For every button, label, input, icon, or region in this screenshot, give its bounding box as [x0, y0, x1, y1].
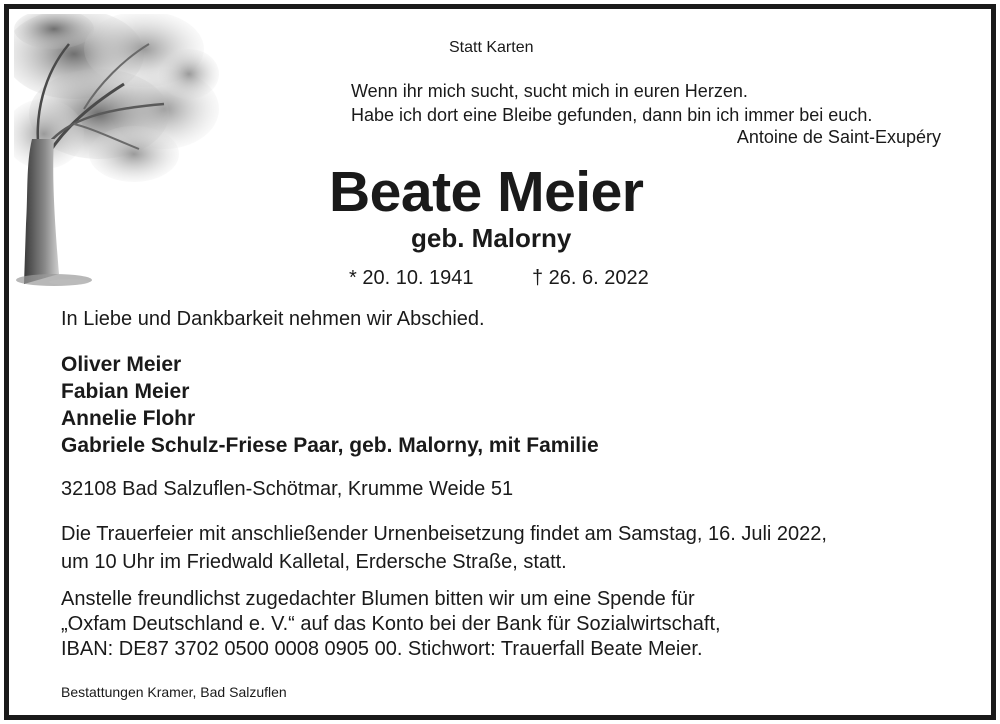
header-note: Statt Karten: [449, 39, 534, 56]
donation-line: IBAN: DE87 3702 0500 0008 0905 00. Stichwort: Trauerfall Beate Meier.: [61, 638, 703, 660]
farewell-text: In Liebe und Dankbarkeit nehmen wir Abschied.: [61, 308, 485, 330]
quote-author: Antoine de Saint-Exupéry: [736, 127, 941, 147]
mourners-list: [61, 351, 599, 459]
deceased-name: Beate Meier: [329, 160, 644, 224]
tree-illustration: [14, 14, 224, 294]
ceremony-line: um 10 Uhr im Friedwald Kalletal, Erdersche Straße, statt.: [61, 551, 567, 573]
donation-line: Anstelle freundlichst zugedachter Blumen bitten wir um eine Spende für: [61, 588, 695, 610]
ceremony-info: [61, 520, 827, 576]
donation-info: [61, 587, 721, 662]
mourner-name: Gabriele Schulz-Friese Paar, geb. Malorny, mit Familie: [61, 434, 599, 457]
mourner-name: Fabian Meier: [61, 380, 190, 403]
birth-date: * 20. 10. 1941: [349, 267, 474, 289]
donation-line: „Oxfam Deutschland e. V.“ auf das Konto bei der Bank für Sozialwirtschaft,: [61, 613, 721, 635]
address: 32108 Bad Salzuflen-Schötmar, Krumme Weide 51: [61, 478, 514, 500]
quote-line: Wenn ihr mich sucht, sucht mich in euren Herzen.: [351, 81, 748, 101]
maiden-name: geb. Malorny: [411, 223, 572, 253]
mourner-name: Oliver Meier: [61, 353, 182, 376]
quote: [351, 79, 872, 127]
death-date: † 26. 6. 2022: [532, 267, 649, 289]
obituary-frame: [4, 4, 996, 720]
mourner-name: Annelie Flohr: [61, 407, 196, 430]
quote-line: Habe ich dort eine Bleibe gefunden, dann bin ich immer bei euch.: [351, 105, 873, 125]
ceremony-line: Die Trauerfeier mit anschließender Urnenbeisetzung findet am Samstag, 16. Juli 2022,: [61, 523, 827, 545]
undertaker: Bestattungen Kramer, Bad Salzuflen: [61, 684, 287, 700]
